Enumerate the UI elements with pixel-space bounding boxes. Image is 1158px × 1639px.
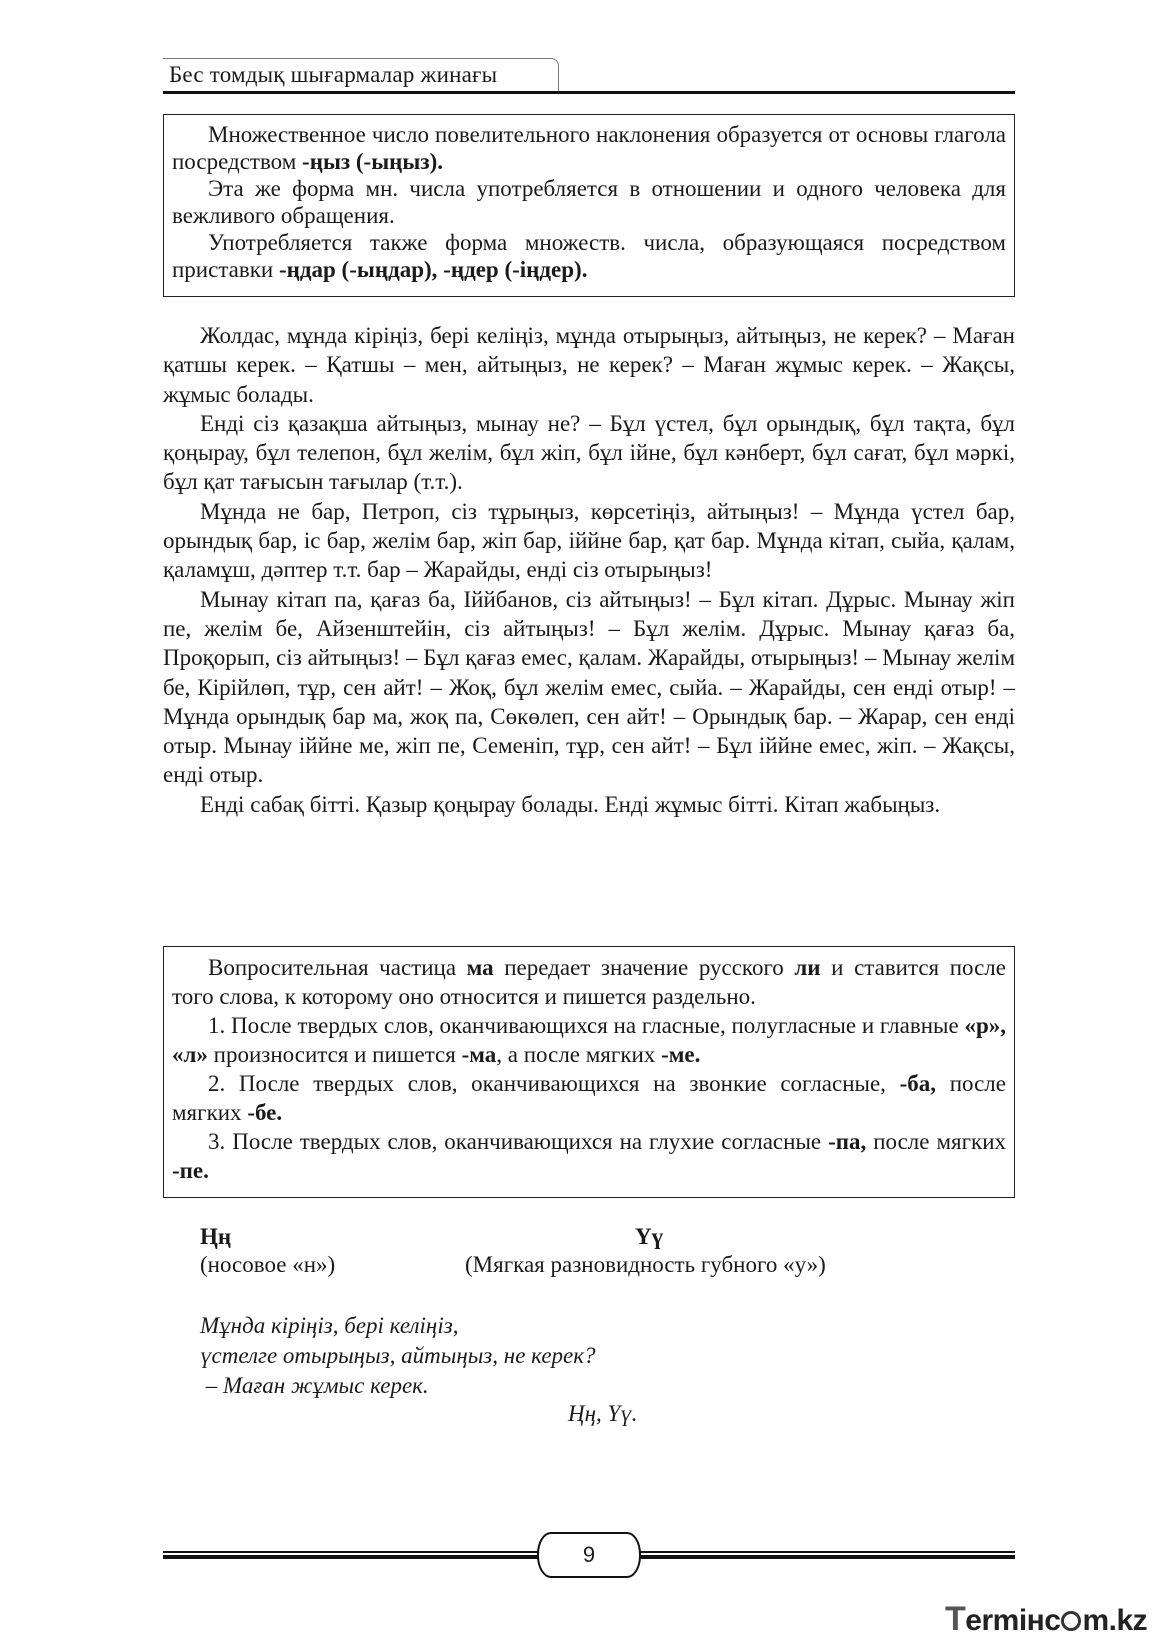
example-verse <box>200 1311 596 1401</box>
note-paragraph <box>172 121 1006 175</box>
verse-signature: Ңң, Үү. <box>568 1401 638 1426</box>
note-paragraph: 1. После твердых слов, оканчивающихся на гласные, полугласные и главные «р», «л» произносится и пишется -ма, а после мягких -ме. <box>172 1013 1006 1067</box>
magnifier-icon <box>1061 1611 1081 1631</box>
note-suffix: -ңдар (-ыңдар), -ңдер (-іңдер). <box>278 257 588 282</box>
letter-heading: Ңң <box>200 1224 232 1249</box>
dialogue-paragraph: Жолдас, мұнда кіріңіз, бері келіңіз, мұнда отырыңыз, айтыңыз, не керек? – Маған қатшы керек. – Қатшы – мен, айтыңыз, не керек? – Маған жұмыс керек. – Жақсы, жұмыс болады. <box>163 323 1015 407</box>
verse-line: үстелге отырыңыз, айтыңыз, не керек? <box>200 1343 596 1368</box>
grammar-note-question-particle <box>163 946 1015 1198</box>
running-header <box>163 58 1015 94</box>
header-rule <box>163 91 1015 94</box>
letter-description: (Мягкая разновидность губного «у») <box>465 1252 826 1277</box>
verse-line: Мұнда кіріңіз, бері келіңіз, <box>200 1313 459 1338</box>
note-text: Множественное число повелительного наклонения образуется от основы глагола посредством <box>172 122 1006 174</box>
note-suffix: -ңыз (-ыңыз). <box>302 149 444 174</box>
note-text: Употребляется также форма множеств. числа, образующаяся посредством приставки <box>172 230 1006 282</box>
dialogue-paragraph: Енді сабақ бітті. Қазыр қоңырау болады. Енді жұмыс бітті. Кітап жабыңыз. <box>200 791 941 817</box>
letter-section <box>163 1224 1015 1284</box>
header-title: Бес томдық шығармалар жинағы <box>169 62 498 87</box>
note-paragraph: 2. После твердых слов, оканчивающихся на звонкие согласные, -ба, после мягких -бе. <box>172 1071 1006 1125</box>
note-paragraph: Эта же форма мн. числа употребляется в отношении и одного человека для вежливого обращения. <box>172 176 1006 228</box>
dialogue-paragraph: Мынау кітап па, қағаз ба, Іййбанов, сіз айтыңыз! – Бұл кітап. Дұрыс. Мынау жіп пе, желім бе, Айзенштейін, сіз айтыңыз! – Бұл желім. Дұрыс. Мынау қағаз ба, Проқорып, сіз айтыңыз! – Бұл қағаз емес, қалам. Жарайды, отырыңыз! – Мынау желім бе, Кірійлөп, тұр, сен айт! – Жоқ, бұл желім емес, сыйа. – Жарайды, сен енді отыр! – Мұнда орындық бар ма, жоқ па, Сөкөлеп, сен айт! – Орындық бар. – Жарар, сен енді отыр. Мынау іййне ме, жіп пе, Семеніп, тұр, сен айт! – Бұл іййне емес, жіп. – Жақсы, енді отыр. <box>163 586 1015 788</box>
lesson-dialogue <box>163 321 1015 819</box>
watermark-logo: Termінc m.kz <box>945 1600 1148 1638</box>
note-paragraph <box>172 229 1006 283</box>
grammar-note-imperative <box>163 114 1015 297</box>
letter-description: (носовое «н») <box>200 1252 336 1277</box>
dialogue-paragraph: Енді сіз қазақша айтыңыз, мынау не? – Бұл үстел, бұл орындық, бұл тақта, бұл қоңырау, бұл телепон, бұл желім, бұл жіп, бұл ійне, бұл кәнберт, бұл сағат, бұл мәркі, бұл қат тағысын тағылар (т.т.). <box>163 410 1015 495</box>
note-paragraph: 3. После твердых слов, оканчивающихся на глухие согласные -па, после мягких -пе. <box>172 1129 1006 1183</box>
note-paragraph: Вопросительная частица ма передает значение русского ли и ставится после того слова, к которому оно относится и пишется раздельно. <box>172 955 1006 1009</box>
dialogue-paragraph: Мұнда не бар, Петроп, сіз тұрыңыз, көрсетіңіз, айтыңыз! – Мұнда үстел бар, орындық бар, іс бар, желім бар, жіп бар, іййне бар, қат бар. Мұнда кітап, сыйа, қалам, қаламұш, дәптер т.т. бар – Жарайды, енді сіз отырыңыз! <box>163 498 1015 583</box>
page-number: 9 <box>537 1532 641 1578</box>
verse-line: – Маған жұмыс керек. <box>200 1373 429 1398</box>
letter-heading: Үү <box>635 1224 664 1249</box>
